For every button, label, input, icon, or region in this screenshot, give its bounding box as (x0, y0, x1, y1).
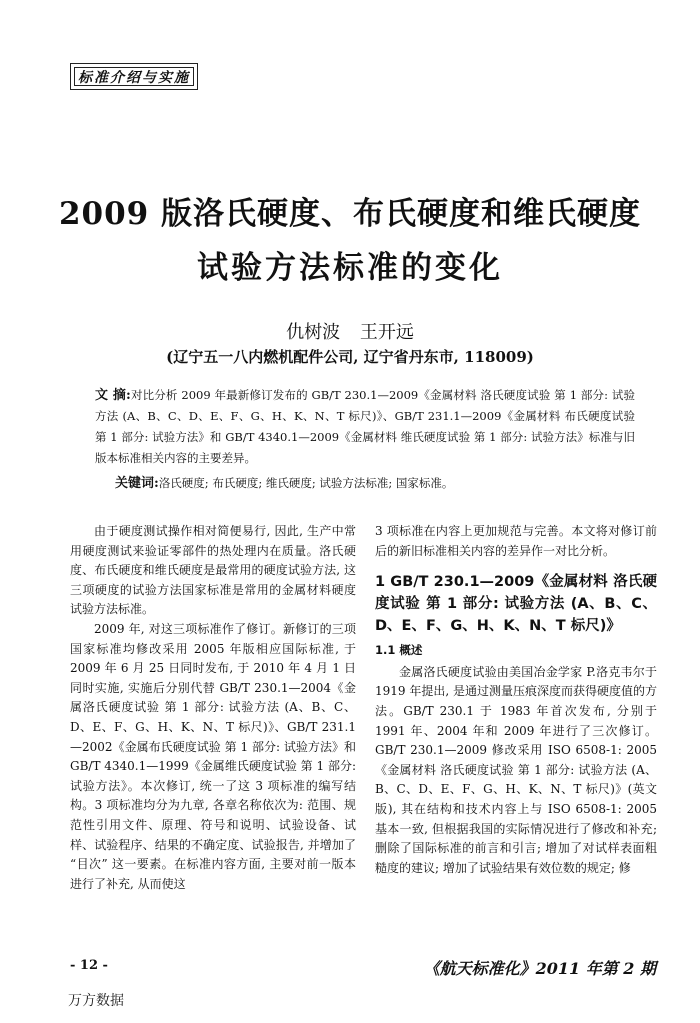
abstract-label: 文 摘: (95, 388, 131, 403)
keywords (115, 473, 635, 494)
right-column (375, 522, 657, 878)
section-tag-label: 标准介绍与实施 (74, 67, 194, 86)
abstract-text: 对比分析 2009 年最新修订发布的 GB/T 230.1—2009《金属材料 洛氏硬度试验 第 1 部分: 试验方法 (A、B、C、D、E、F、G、H、K、N、T 标尺)》、GB/T 231.1—2009《金属材料 布氏硬度试验 第 1 部分: 试验方法》和 GB/T 4340.1—2009《金属材料 维氏硬度试验 第 1 部分: 试验方法》标准与旧版本标准相关内容的主要差异。 (95, 388, 635, 465)
paragraph: 由于硬度测试操作相对简便易行, 因此, 生产中常用硬度测试来验证零部件的热处理内在质量。洛氏硬度、布氏硬度和维氏硬度是最常用的硬度试验方法, 这三项硬度的试验方法国家标准是常用的金属材料硬度试验方法标准。 (70, 524, 356, 617)
keywords-label: 关键词: (115, 476, 159, 491)
paragraph: 金属洛氏硬度试验由美国冶金学家 P.洛克韦尔于 1919 年提出, 是通过测量压痕深度而获得硬度值的方法。GB/T 230.1 于 1983 年首次发布, 分别于 1991 年、2004 年和 2009 年进行了三次修订。GB/T 230.1—2009 修改采用 ISO 6508-1: 2005《金属材料 洛氏硬度试验 第 1 部分: 试验方法 (A、B、C、D、E、F、G、H、K、N、T 标尺)》(英文版), 其在结构和技术内容上与 ISO 6508-1: 2005 基本一致, 但根据我国的实际情况进行了修改和补充; 删除了国际标准的前言和引言; 增加了对试样表面粗糙度的建议; 增加了试验结果有效位数的规定; 修 (375, 664, 657, 875)
paragraph: 3 项标准在内容上更加规范与完善。本文将对修订前后的新旧标准相关内容的差异作一对比分析。 (375, 524, 657, 558)
article-title-line-1: 2009 版洛氏硬度、布氏硬度和维氏硬度 (58, 196, 642, 232)
section-heading-1: 1 GB/T 230.1—2009《金属材料 洛氏硬度试验 第 1 部分: 试验方法 (A、B、C、D、E、F、G、H、K、N、T 标尺)》 (375, 574, 657, 635)
paragraph: 2009 年, 对这三项标准作了修订。新修订的三项国家标准均修改采用 2005 年版相应国际标准, 于 2009 年 6 月 25 日同时发布, 于 2010 年 4 月 1 日同时实施, 实施后分别代替 GB/T 230.1—2004《金属洛氏硬度试验 第 1 部分: 试验方法 (A、B、C、D、E、F、G、H、K、N、T 标尺)》、GB/T 231.1—2002《金属布氏硬度试验 第 1 部分: 试验方法》和 GB/T 4340.1—1999《金属维氏硬度试验 第 1 部分: 试验方法》。本次修订, 统一了这 3 项标准的编写结构。3 项标准均分为九章, 各章名称依次为: 范围、规范性引用文件、原理、符号和说明、试验设备、试样、试验程序、结果的不确定度、试验报告, 并增加了 “目次” 这一要素。在标准内容方面, 主要对前一版本进行了补充, 从而使这 (70, 621, 356, 891)
article-title-line-2: 试验方法标准的变化 (197, 250, 503, 286)
keywords-text: 洛氏硬度; 布氏硬度; 维氏硬度; 试验方法标准; 国家标准。 (158, 476, 454, 490)
affiliation: (辽宁五一八内燃机配件公司, 辽宁省丹东市, 118009) (166, 348, 534, 366)
journal-issue: 《航天标准化》2011 年第 2 期 (423, 959, 656, 978)
section-heading-1-1: 1.1 概述 (375, 643, 423, 658)
section-tag-box (70, 63, 198, 90)
database-watermark: 万方数据 (68, 993, 124, 1009)
left-column (70, 522, 356, 894)
authors: 仇树波 王开远 (286, 322, 414, 343)
abstract (95, 385, 635, 469)
page-number: - 12 - (70, 958, 108, 973)
